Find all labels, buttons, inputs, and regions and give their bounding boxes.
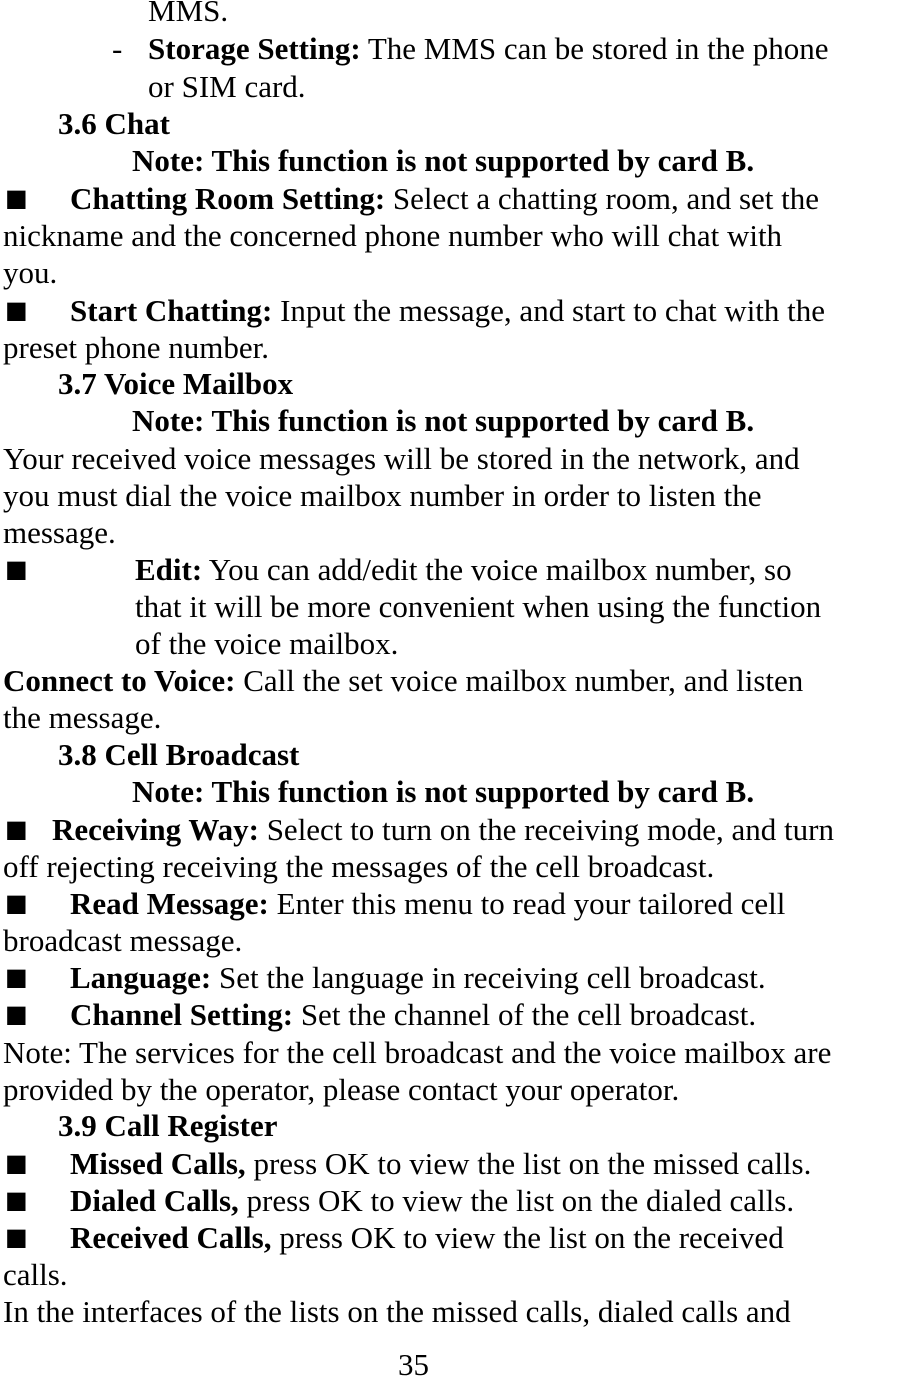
dialed-calls-line: Dialed Calls, press OK to view the list on the dialed calls.	[70, 1183, 795, 1218]
bullet-icon: ■	[5, 963, 28, 991]
card-b-note: Note: This function is not supported by card B.	[132, 143, 755, 178]
bullet-icon: ■	[5, 1149, 28, 1177]
bullet-icon: ■	[5, 1000, 28, 1028]
voice-intro-line-1: Your received voice messages will be stored in the network, and	[3, 441, 800, 476]
storage-setting-label: Storage Setting:	[148, 31, 361, 66]
bullet-icon: ■	[5, 184, 28, 212]
chatting-room-line: Chatting Room Setting: Select a chatting room, and set the	[70, 181, 820, 216]
receiving-way-line: Receiving Way: Select to turn on the receiving mode, and turn	[52, 812, 834, 847]
section-heading-3-6: 3.6 Chat	[58, 106, 170, 141]
bullet-icon: ■	[5, 889, 28, 917]
section-heading-3-9: 3.9 Call Register	[58, 1108, 278, 1143]
bullet-icon: ■	[5, 1186, 28, 1214]
bullet-icon: ■	[5, 815, 28, 843]
storage-setting-line-2: or SIM card.	[148, 69, 306, 104]
storage-setting-line: Storage Setting: The MMS can be stored in the phone	[148, 31, 829, 66]
page-number: 35	[398, 1347, 429, 1382]
bullet-icon: ■	[5, 1223, 28, 1251]
bullet-icon: ■	[5, 555, 28, 583]
missed-calls-line: Missed Calls, press OK to view the list on the missed calls.	[70, 1146, 812, 1181]
chatting-room-line-2: nickname and the concerned phone number who will chat with	[3, 218, 783, 253]
start-chatting-line-2: preset phone number.	[3, 330, 270, 365]
services-note-line-2: provided by the operator, please contact your operator.	[3, 1072, 680, 1107]
channel-setting-line: Channel Setting: Set the channel of the cell broadcast.	[70, 997, 757, 1032]
received-calls-line-2: calls.	[3, 1257, 68, 1292]
language-line: Language: Set the language in receiving cell broadcast.	[70, 960, 766, 995]
start-chatting-line: Start Chatting: Input the message, and start to chat with the	[70, 293, 826, 328]
edit-line-3: of the voice mailbox.	[135, 626, 399, 661]
bullet-icon: ■	[5, 296, 28, 324]
edit-line: Edit: You can add/edit the voice mailbox number, so	[135, 552, 792, 587]
services-note-line-1: Note: The services for the cell broadcast and the voice mailbox are	[3, 1035, 832, 1070]
voice-intro-line-3: message.	[3, 515, 116, 550]
read-message-line: Read Message: Enter this menu to read your tailored cell	[70, 886, 786, 921]
receiving-way-line-2: off rejecting receiving the messages of the cell broadcast.	[3, 849, 715, 884]
section-heading-3-7: 3.7 Voice Mailbox	[58, 366, 294, 401]
storage-continuation: MMS.	[148, 0, 229, 28]
connect-voice-line-2: the message.	[3, 700, 162, 735]
closing-line: In the interfaces of the lists on the missed calls, dialed calls and	[3, 1294, 791, 1329]
section-heading-3-8: 3.8 Cell Broadcast	[58, 737, 300, 772]
edit-line-2: that it will be more convenient when using the function	[135, 589, 822, 624]
chatting-room-line-3: you.	[3, 255, 58, 290]
received-calls-line: Received Calls, press OK to view the list on the received	[70, 1220, 784, 1255]
dash-bullet: -	[112, 31, 123, 66]
read-message-line-2: broadcast message.	[3, 923, 243, 958]
voice-intro-line-2: you must dial the voice mailbox number in order to listen the	[3, 478, 762, 513]
connect-voice-line: Connect to Voice: Call the set voice mailbox number, and listen	[3, 663, 804, 698]
card-b-note: Note: This function is not supported by card B.	[132, 403, 755, 438]
card-b-note: Note: This function is not supported by card B.	[132, 774, 755, 809]
